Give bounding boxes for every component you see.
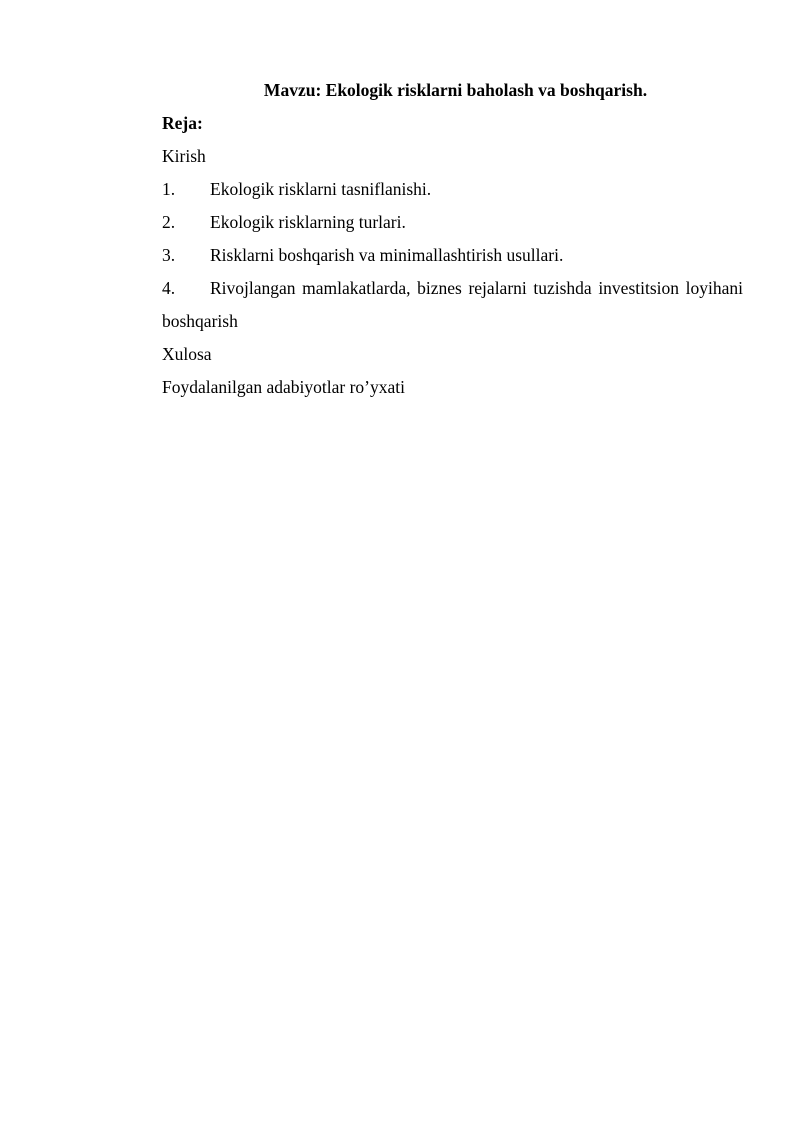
- intro-item: Kirish: [162, 146, 206, 166]
- plan-item-text: Ekologik risklarning turlari.: [210, 212, 406, 232]
- plan-heading: Reja:: [162, 113, 203, 133]
- plan-item-number: 3.: [162, 245, 176, 265]
- plan-item-number: 2.: [162, 212, 176, 232]
- document-content: [162, 74, 743, 404]
- plan-item-text: Risklarni boshqarish va minimallashtirish usullari.: [210, 245, 564, 265]
- plan-item-text: Ekologik risklarni tasniflanishi.: [210, 179, 432, 199]
- conclusion-item: Xulosa: [162, 344, 212, 364]
- plan-item-2: [162, 206, 743, 239]
- plan-item-text: Rivojlangan mamlakatlarda, biznes rejalarni tuzishda investitsion loyihani boshqarish: [162, 278, 743, 331]
- plan-item-4: [162, 272, 743, 338]
- plan-item-number: 4.: [162, 278, 176, 298]
- references-item: Foydalanilgan adabiyotlar ro’yxati: [162, 377, 405, 397]
- plan-item-number: 1.: [162, 179, 176, 199]
- plan-item-3: [162, 239, 743, 272]
- document-title: Mavzu: Ekologik risklarni baholash va boshqarish.: [263, 80, 648, 100]
- plan-item-1: [162, 173, 743, 206]
